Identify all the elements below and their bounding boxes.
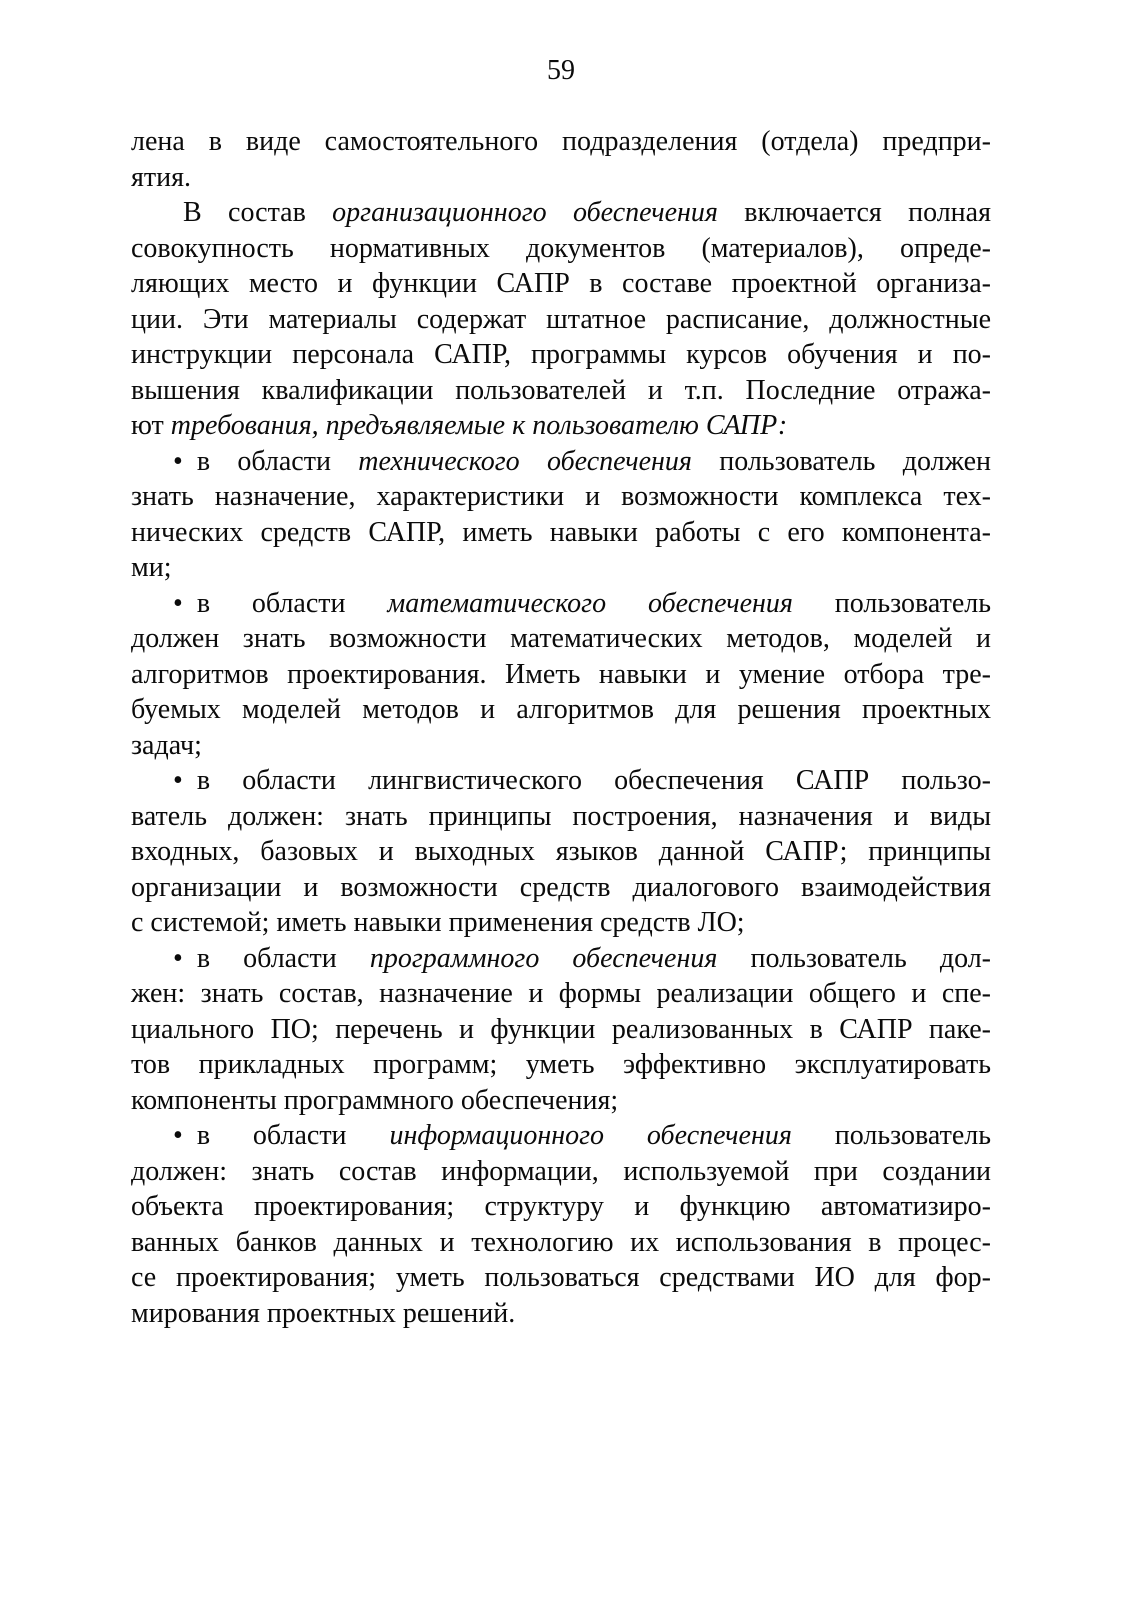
text-segment: совокупность нормативных документов (материалов), опреде- [131, 232, 991, 264]
page-number: 59 [547, 55, 575, 86]
paragraph [131, 941, 991, 1119]
bullet-icon: • [173, 445, 183, 477]
text-segment: должен: знать состав информации, используемой при создании [131, 1155, 991, 1187]
text-segment: в области лингвистического обеспечения САПР пользо- [196, 765, 991, 796]
text-line [131, 337, 991, 373]
paragraph [131, 124, 991, 195]
text-segment: се проектирования; уметь пользоваться средствами ИО для фор- [131, 1262, 991, 1293]
text-line [131, 124, 991, 160]
paragraph [131, 763, 991, 941]
text-segment: тов прикладных программ; уметь эффективно эксплуатировать [131, 1049, 991, 1080]
paragraph [131, 586, 991, 764]
text-line [131, 870, 991, 906]
text-segment: ляющих место и функции САПР в составе проектной организа- [131, 268, 991, 299]
text-segment: ми; [131, 552, 172, 583]
text-line [131, 479, 991, 515]
text-segment: компоненты программного обеспечения; [131, 1084, 619, 1116]
text-line [131, 195, 991, 231]
text-segment: объекта проектирования; структуру и функцию автоматизиро- [131, 1191, 991, 1222]
text-line [131, 1225, 991, 1261]
text-line [131, 621, 991, 657]
text-line [131, 231, 991, 267]
text-segment: задач; [131, 729, 202, 761]
text-segment: в области [196, 1120, 390, 1151]
text-segment: ции. Эти материалы содержат штатное расписание, должностные [131, 303, 991, 335]
text-segment: алгоритмов проектирования. Иметь навыки и умение отбора тре- [131, 658, 991, 690]
text-line [131, 657, 991, 693]
text-segment: ванных банков данных и технологию их использования в процес- [131, 1226, 991, 1258]
text-segment: ют [131, 410, 171, 441]
text-segment: с системой; иметь навыки применения средств ЛО; [131, 907, 745, 938]
text-segment: пользователь должен [691, 445, 991, 477]
text-line [131, 1047, 991, 1083]
text-segment: мирования проектных решений. [131, 1297, 516, 1329]
text-line [131, 763, 991, 799]
text-segment: в области [196, 445, 359, 477]
text-segment: жен: знать состав, назначение и формы реализации общего и спе- [131, 978, 991, 1009]
text-line [131, 160, 991, 196]
emphasis-text: математического обеспечения [387, 587, 793, 619]
text-segment: буемых моделей методов и алгоритмов для решения проектных [131, 694, 991, 725]
text-segment: циального ПО; перечень и функции реализованных в САПР паке- [131, 1013, 991, 1045]
document-body [131, 124, 991, 1331]
text-segment: ятия. [131, 161, 191, 193]
text-line [131, 444, 991, 480]
text-segment: лена в виде самостоятельного подразделения (отдела) предпри- [131, 126, 991, 157]
text-line [131, 692, 991, 728]
text-line [131, 373, 991, 409]
text-segment: В состав [183, 197, 333, 228]
text-line [131, 408, 991, 444]
emphasis-text: технического обеспечения [358, 445, 692, 477]
emphasis-text: требования, предъявляемые к пользователю САПР: [170, 410, 788, 441]
text-line [131, 905, 991, 941]
text-segment: должен знать возможности математических методов, моделей и [131, 623, 991, 654]
text-segment: в области [196, 587, 388, 619]
emphasis-text: организационного обеспечения [332, 197, 718, 228]
paragraph [131, 1118, 991, 1331]
text-line [131, 1012, 991, 1048]
text-segment: организации и возможности средств диалогового взаимодействия [131, 871, 991, 903]
bullet-icon: • [173, 1120, 183, 1151]
text-line [131, 1189, 991, 1225]
text-line [131, 976, 991, 1012]
text-line [131, 834, 991, 870]
text-line [131, 266, 991, 302]
text-line [131, 515, 991, 551]
text-segment: пользователь дол- [717, 942, 991, 974]
text-segment: ватель должен: знать принципы построения, назначения и виды [131, 800, 991, 832]
text-segment: вышения квалификации пользователей и т.п. Последние отража- [131, 374, 991, 406]
emphasis-text: информационного обеспечения [389, 1120, 792, 1151]
bullet-icon: • [173, 942, 183, 974]
bullet-icon: • [173, 765, 183, 796]
paragraph [131, 195, 991, 444]
text-segment: пользователь [791, 1120, 991, 1151]
text-segment: включается полная [717, 197, 991, 228]
text-line [131, 550, 991, 586]
bullet-icon: • [173, 587, 183, 619]
text-line [131, 941, 991, 977]
text-line [131, 1154, 991, 1190]
text-segment: в области [196, 942, 370, 974]
paragraph [131, 444, 991, 586]
text-line [131, 1083, 991, 1119]
text-line [131, 728, 991, 764]
text-segment: нических средств САПР, иметь навыки работы с его компонента- [131, 516, 991, 548]
text-line [131, 1296, 991, 1332]
text-line [131, 302, 991, 338]
text-segment: пользователь [792, 587, 991, 619]
text-segment: входных, базовых и выходных языков данной САПР; принципы [131, 836, 991, 867]
text-line [131, 586, 991, 622]
text-segment: знать назначение, характеристики и возможности комплекса тех- [131, 481, 991, 512]
text-segment: инструкции персонала САПР, программы курсов обучения и по- [131, 339, 991, 370]
text-line [131, 1260, 991, 1296]
emphasis-text: программного обеспечения [369, 942, 718, 974]
text-line [131, 799, 991, 835]
text-line [131, 1118, 991, 1154]
